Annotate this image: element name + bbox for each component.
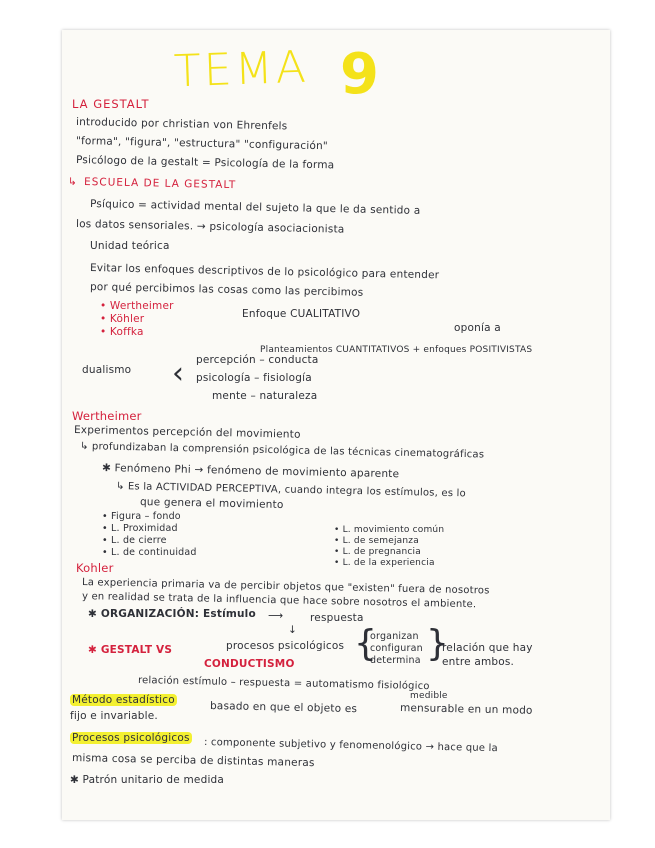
dualismo-item: percepción – conducta [196,354,319,366]
procesos: procesos psicológicos [226,640,345,652]
line: Unidad teórica [90,240,170,252]
notebook-page [62,30,610,820]
enfoque-cualitativo: Enfoque CUALITATIVO [242,308,361,320]
respuesta: respuesta [310,612,364,624]
line: ✱ Fenómeno Phi → fenómeno de movimiento aparente [101,462,400,481]
line: : componente subjetivo y fenomenológico → hace que la [203,737,499,755]
line: Experimentos percepción del movimiento [73,424,301,441]
conductismo: CONDUCTISMO [204,658,295,670]
line: introducido por christian von Ehrenfels [75,116,288,133]
page-title-number: 9 [340,42,379,107]
line: La experiencia primaria va de percibir objetos que "existen" fuera de nosotros [81,577,490,597]
line: Psicólogo de la gestalt = Psicología de la forma [75,154,335,172]
author-wertheimer: • Wertheimer [100,300,174,312]
relacion: relación que hay [442,642,533,654]
law-item: • L. de la experiencia [334,558,435,568]
law-item: • L. de cierre [102,535,167,546]
line: mensurable en un modo [399,702,533,717]
brace-icon: } [426,623,449,664]
page-title: TEMA [173,41,310,98]
line: relación estímulo – respuesta = automatismo fisiológico [137,675,430,693]
verb: organizan [370,631,419,642]
heading-kohler: Kohler [76,561,114,575]
gestalt-vs: ✱ GESTALT VS [88,644,173,656]
line: los datos sensoriales. → psicología asociacionista [75,218,345,236]
line: basado en que el objeto es [209,700,358,716]
oponia: oponía a [454,322,501,334]
heading-gestalt: LA GESTALT [72,97,150,111]
arrow-icon: ↳ [68,176,77,188]
law-item: • L. de continuidad [102,547,197,558]
author-kohler: • Köhler [100,313,145,325]
heading-escuela: ESCUELA DE LA GESTALT [83,176,237,192]
law-item: • L. de pregnancia [334,547,421,557]
highlight-metodo: Método estadístico [72,694,175,706]
entre: entre ambos. [442,656,515,668]
verb: configuran [370,643,423,654]
line: por qué percibimos las cosas como las percibimos [89,281,364,299]
dualismo-item: psicología – fisiología [196,372,312,384]
arrow-right-icon: ⟶ [268,610,284,622]
procesos-line [70,732,192,745]
line: y en realidad se trata de la influencia que hace sobre nosotros el ambiente. [81,591,477,611]
organizacion: ✱ ORGANIZACIÓN: Estímulo [88,608,256,620]
line: misma cosa se perciba de distintas maneras [71,752,315,770]
law-item: • L. movimiento común [334,525,445,535]
law-item: • Figura – fondo [102,511,181,522]
line: ✱ Patrón unitario de medida [70,774,225,786]
medible: medible [410,691,448,701]
brace-icon: ‹ [172,356,184,391]
dualismo-item: mente – naturaleza [212,390,318,402]
author-koffka: • Koffka [100,326,144,338]
line: ↳ profundizaban la comprensión psicológica de las técnicas cinematográficas [79,441,485,461]
line: Psíquico = actividad mental del sujeto la que le da sentido a [89,198,421,217]
line: que genera el movimiento [139,496,284,512]
arrow-down-icon: ↓ [288,624,297,636]
brace-icon: { [354,623,377,664]
law-item: • L. Proximidad [102,523,178,534]
highlight-procesos: Procesos psicológicos [72,732,190,744]
verb: determina [370,655,421,666]
line: "forma", "figura", "estructura" "configuración" [75,135,329,153]
dualismo-label: dualismo [82,364,132,376]
metodo-line [70,694,177,707]
law-item: • L. de semejanza [334,536,419,546]
heading-wertheimer: Wertheimer [72,409,142,423]
line: fijo e invariable. [70,710,158,722]
line: ↳ Es la ACTIVIDAD PERCEPTIVA, cuando integra los estímulos, es lo [115,481,466,500]
line: Evitar los enfoques descriptivos de lo psicológico para entender [89,262,440,282]
planteamientos: Planteamientos CUANTITATIVOS + enfoques POSITIVISTAS [260,345,533,355]
